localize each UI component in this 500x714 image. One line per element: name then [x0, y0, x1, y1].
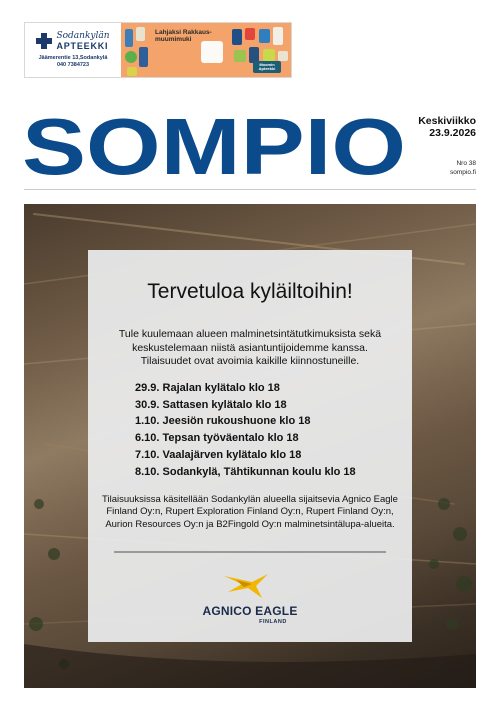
masthead-title: SOMPIO [22, 108, 406, 182]
product-box-icon [245, 28, 255, 40]
event-item: 30.9. Sattasen kylätalo klo 18 [135, 398, 287, 411]
advertisement-banner[interactable] [24, 22, 292, 78]
issue-date-block [418, 115, 476, 139]
pharmacy-script-name: Sodankylän [56, 30, 110, 41]
panel-divider [114, 551, 386, 553]
invitation-headline: Tervetuloa kyläiltoihin! [147, 280, 353, 303]
pharmacy-phone: 040 7384723 [56, 61, 90, 68]
event-list [135, 380, 405, 480]
product-pack-icon [263, 49, 275, 61]
moomin-mug-icon [201, 41, 223, 63]
issue-weekday: Keskiviikko [418, 115, 476, 127]
masthead-logo[interactable] [22, 108, 406, 182]
eagle-logo-icon [222, 570, 270, 600]
company-logo-country: FINLAND [259, 619, 287, 625]
product-bottle-icon [232, 29, 242, 45]
pharmacy-name: APTEEKKI [56, 40, 109, 51]
issue-number: Nro 38 [456, 160, 476, 167]
product-tube-icon [139, 47, 148, 67]
product-box-icon [136, 27, 145, 41]
pharmacy-ad [25, 23, 121, 77]
moomin-promo-ad [121, 23, 291, 77]
product-box-icon [273, 27, 283, 45]
pharmacy-logo [36, 32, 109, 51]
event-item: 1.10. Jeesiön rukoushuone klo 18 [135, 415, 311, 428]
masthead-divider [24, 189, 476, 190]
pharmacy-cross-icon [36, 33, 52, 49]
product-box-icon [278, 51, 288, 61]
product-pack-icon [234, 50, 246, 62]
event-item: 7.10. Vaalajärven kylätalo klo 18 [135, 448, 302, 461]
product-bottle-icon [125, 29, 133, 47]
exploration-areas-note: Tilaisuuksissa käsitellään Sodankylän alueella sijaitsevia Agnico Eagle Finland Oy:n, Rupert Exploration Finland Oy:n, Rupert Finland Oy:n, Aurion Resources Oy:n ja B2Fingold Oy:n malminetsintälupa-alueita. [102, 494, 398, 530]
event-item: 6.10. Tepsan työväentalo klo 18 [135, 432, 299, 445]
pharmacy-address: Jäämerentie 13,Sodankylä [38, 54, 108, 61]
product-jar-icon [125, 51, 137, 63]
event-item: 8.10. Sodankylä, Tähtikunnan koulu klo 18 [135, 465, 356, 478]
product-box-icon [259, 29, 270, 43]
promo-title: Lahjaksi Rakkaus-muumimuki [155, 29, 212, 44]
website-link[interactable]: sompio.fi [449, 168, 476, 176]
company-logo-name: AGNICO EAGLE [202, 604, 298, 618]
product-pack-icon [127, 67, 137, 76]
invitation-panel [88, 250, 412, 642]
issue-info [450, 160, 476, 178]
issue-date: 23.9.2026 [429, 127, 476, 140]
event-item: 29.9. Rajalan kylätalo klo 18 [135, 382, 280, 394]
invitation-intro: Tule kuulemaan alueen malminetsintätutkimuksista sekä keskustelemaan niistä asiantuntijoidemme kanssa. Tilaisuudet ovat avoimia kaikille kiinnostuneille. [118, 328, 382, 368]
moomin-pharmacy-badge: Moomin Apteekki [253, 61, 281, 73]
